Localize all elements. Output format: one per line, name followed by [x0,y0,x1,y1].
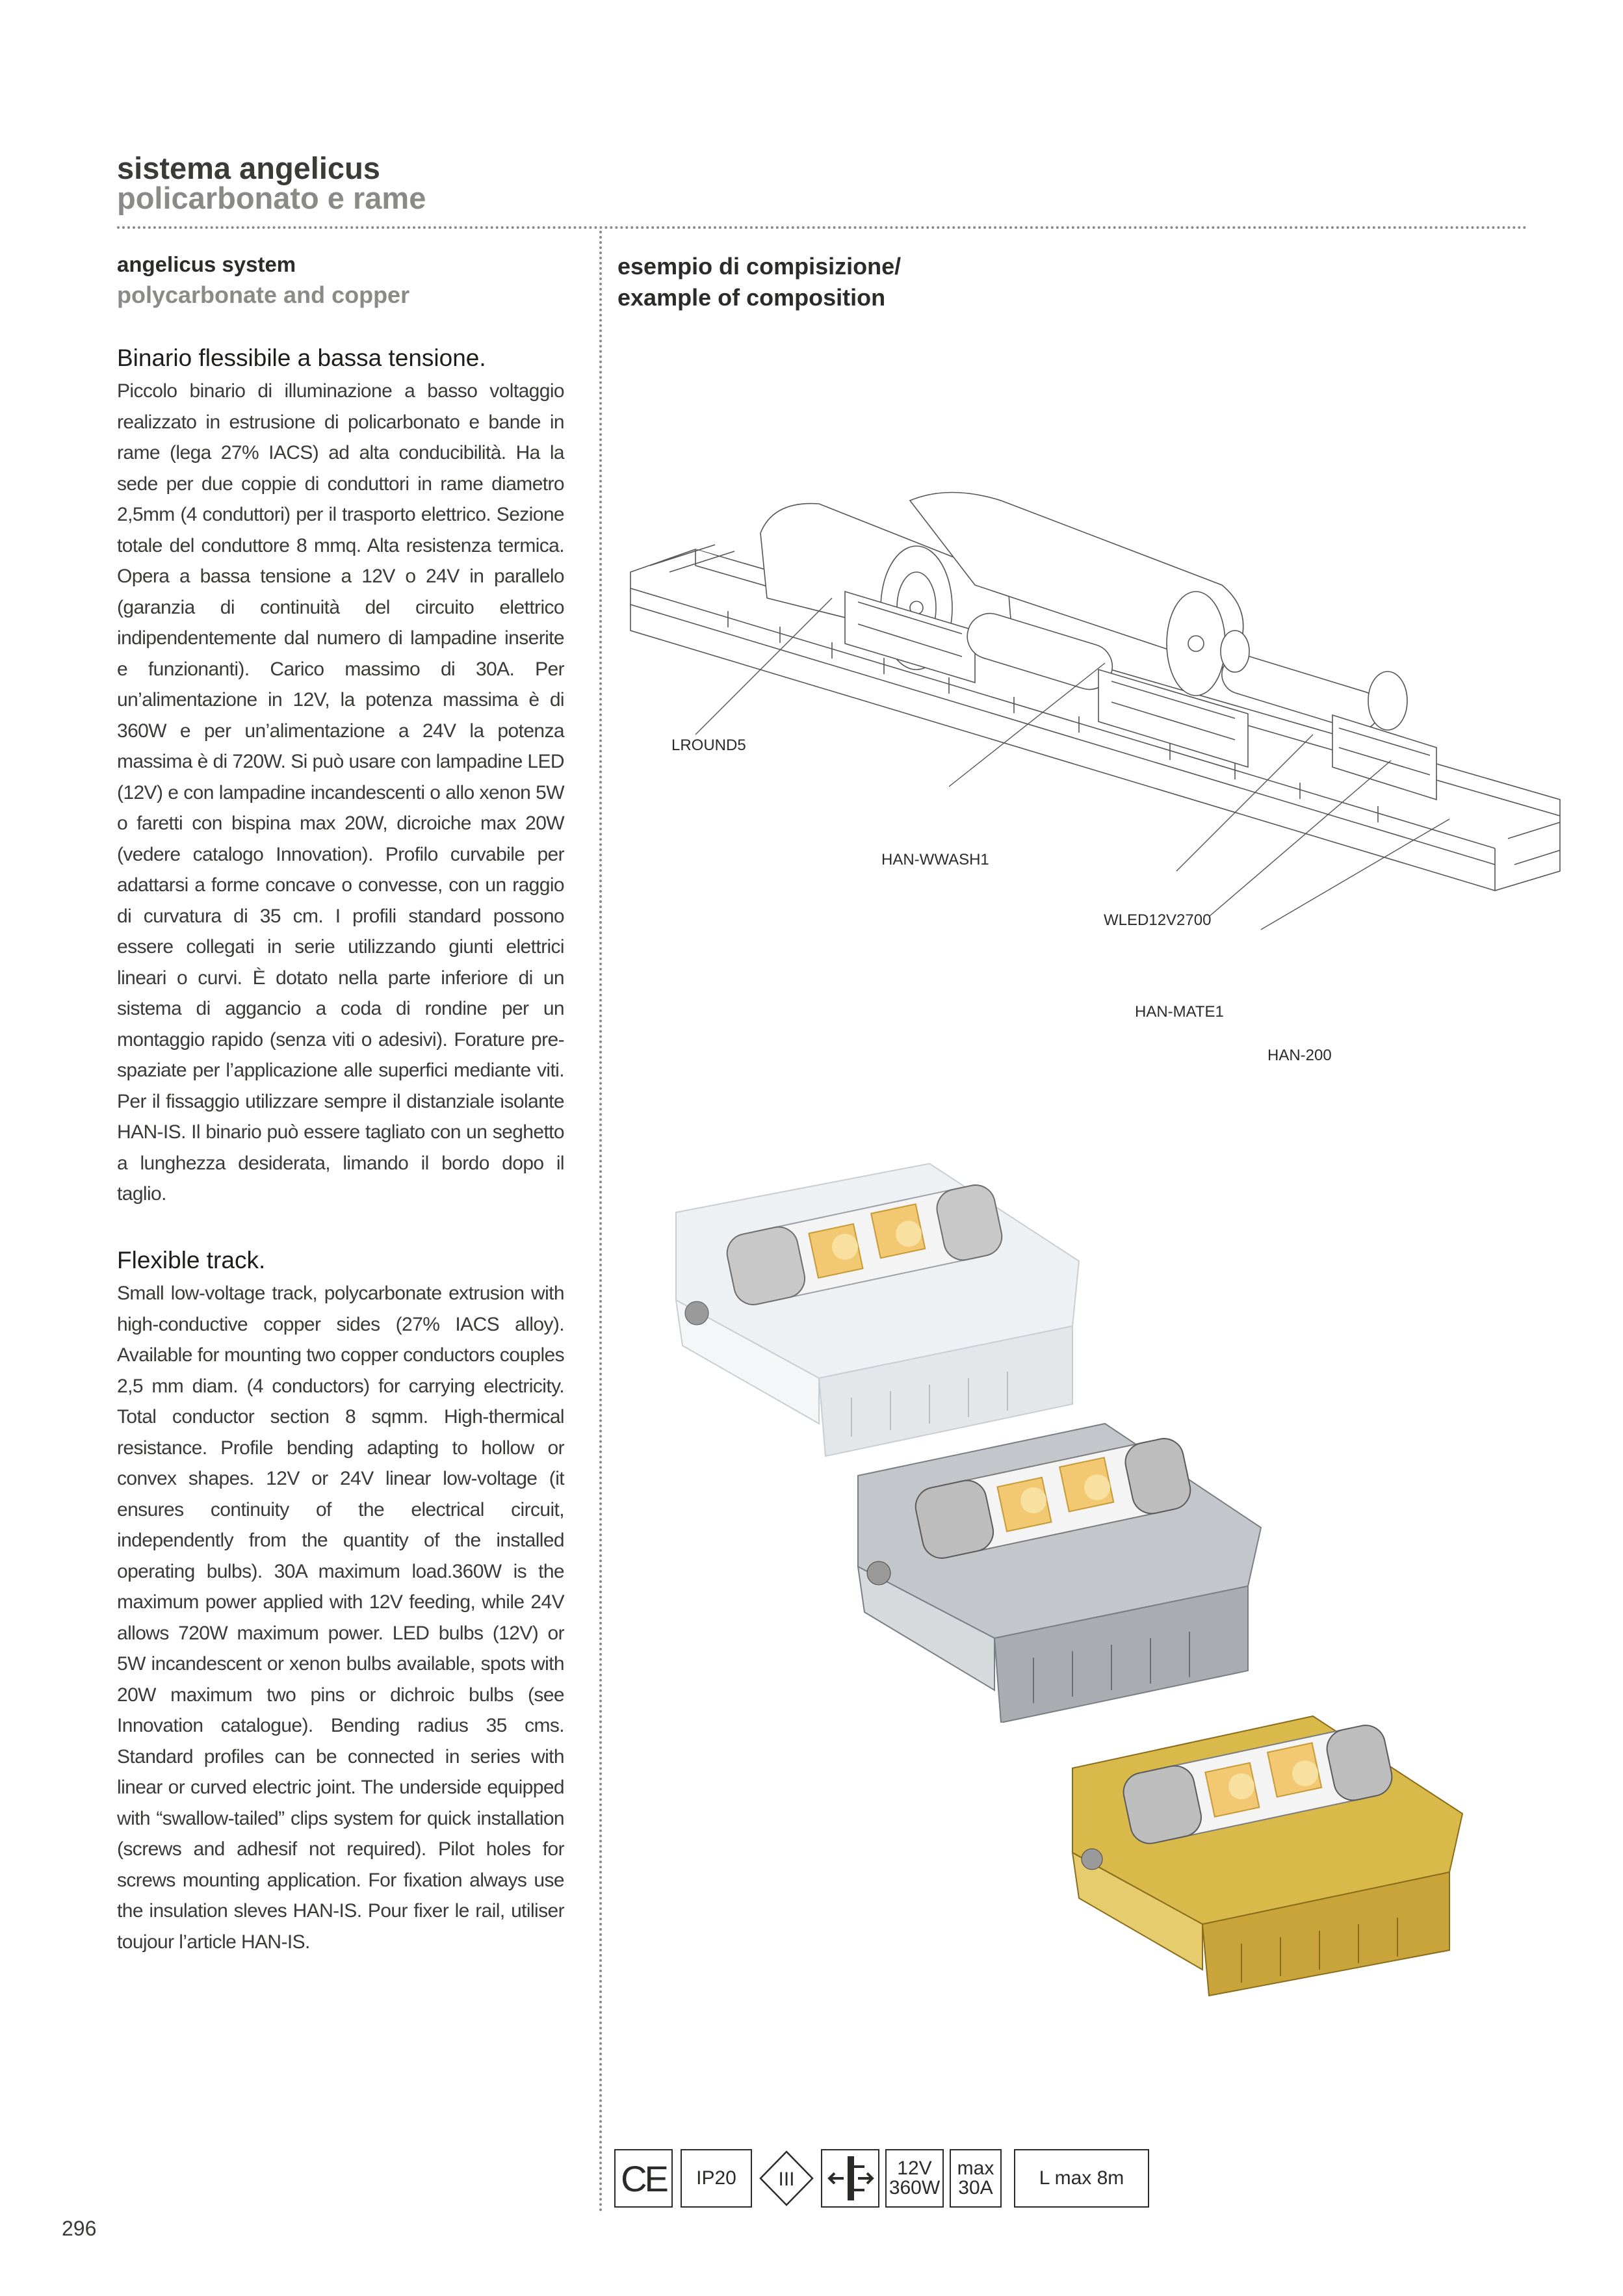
ce-mark-icon: CE [621,2158,666,2199]
english-description: Small low-voltage track, polycarbonate extrusion with high-conductive copper sides (27% IACS alloy). Available for mounting two copper conductors couples 2,5 mm diam. (4 conductors) for carrying electricity. Total conductor section 8 sqmm. High-thermical resistance. Profile bending adapting to hollow or convex shapes. 12V or 24V linear low-voltage (it ensures continuity of the electrical circuit, independently from the quantity of the installed operating bulbs). 30A maximum load.360W is the maximum power applied with 12V feeding, while 24V allows 720W maximum power. LED bulbs (12V) or 5W incandescent or xenon bulbs available, spots with 20W maximum two pins or dichroic bulbs (see Innovation catalogue). Bending radius 35 cms. Standard profiles can be connected in series with linear or curved electric joint. The underside equipped with “swallow-tailed” clips system for quick installation (screws and adhesif not required). Pilot holes for screws mounting application. For fixation always use the insulation sleves HAN-IS. Pour fixer le rail, utiliser toujour l’article HAN-IS. [117,1283,564,1953]
english-heading: Flexible track. [117,1247,266,1273]
composition-heading-en: example of composition [617,284,886,311]
ce-mark-badge [614,2149,673,2208]
label-wled12v2700: WLED12V2700 [1104,911,1212,929]
silver-holder-photo [845,1398,1287,1723]
power-text: 360W [889,2177,941,2198]
page-subtitle: policarbonato e rame [117,181,426,215]
label-han-mate1: HAN-MATE1 [1135,1003,1224,1021]
section-title-en: angelicus system [117,252,296,276]
composition-heading-it: esempio di compisizione/ [617,253,902,280]
column-divider [599,231,602,2213]
voltage-text: 12V [897,2158,932,2179]
gold-holder-photo [1059,1690,1475,2002]
max-length-text: L max 8m [1039,2167,1124,2189]
track-system-icon [824,2152,876,2204]
section-subtitle-en: polycarbonate and copper [117,281,410,308]
class-iii-icon [758,2149,815,2208]
label-han-wwash1: HAN-WWASH1 [881,851,989,868]
class-iii-text: III [778,2169,795,2190]
ip-rating-badge [681,2149,752,2208]
italian-description: Piccolo binario di illuminazione a basso voltaggio realizzato in estrusione di policarbonato e bande in rame (lega 27% IACS) ad alta conducibilità. Ha la sede per due coppie di conduttori in rame diametro 2,5mm (4 conduttori) per il trasporto elettrico. Sezione totale del conduttore 8 mmq. Alta resistenza termica. Opera a bassa tensione a 12V o 24V in parallelo (garanzia di continuità del circuito elettrico indipendentemente dal numero di lampadine inserite e funzionanti). Carico massimo di 30A. Per un’alimentazione in 12V, la potenza massima è di 360W e per un’alimentazione a 24V la potenza massima è di 720W. Si può usare con lampadine LED (12V) e con lampadine incandescenti o allo xenon 5W o faretti con bispina max 20W, dicroiche max 20W (vedere catalogo Innovation). Profilo curvabile per adattarsi a forme concave o convesse, con un raggio di curvatura di 35 cm. I profili standard possono essere collegati in serie utilizzando giunti elettrici lineari o curvi. È dotato nella parte inferiore di un sistema di aggancio a coda di rondine per un montaggio rapido (senza viti o adesivi). Forature pre-spaziate per l’applicazione alle superfici mediante viti. Per il fissaggio utilizzare sempre il distanziale isolante HAN-IS. Il binario può essere tagliato con un seghetto a lunghezza desiderata, limando il bordo dopo il taglio. [117,380,564,1205]
current-text: 30A [958,2177,993,2198]
header-divider [117,226,1527,229]
ip-rating-text: IP20 [696,2167,736,2189]
label-han-200: HAN-200 [1267,1047,1332,1064]
composition-heading [617,251,901,313]
track-system-badge [821,2149,879,2208]
max-current-badge [950,2149,1002,2208]
italian-heading: Binario flessibile a bassa tensione. [117,345,486,371]
page-number: 296 [62,2217,97,2240]
voltage-power-badge [885,2149,944,2208]
page-title: sistema angelicus [117,151,380,185]
max-length-badge [1014,2149,1149,2208]
track-composition-drawing [611,475,1573,943]
max-text: max [957,2158,994,2179]
class-iii-badge [758,2149,815,2208]
label-lround5: LROUND5 [671,737,746,754]
